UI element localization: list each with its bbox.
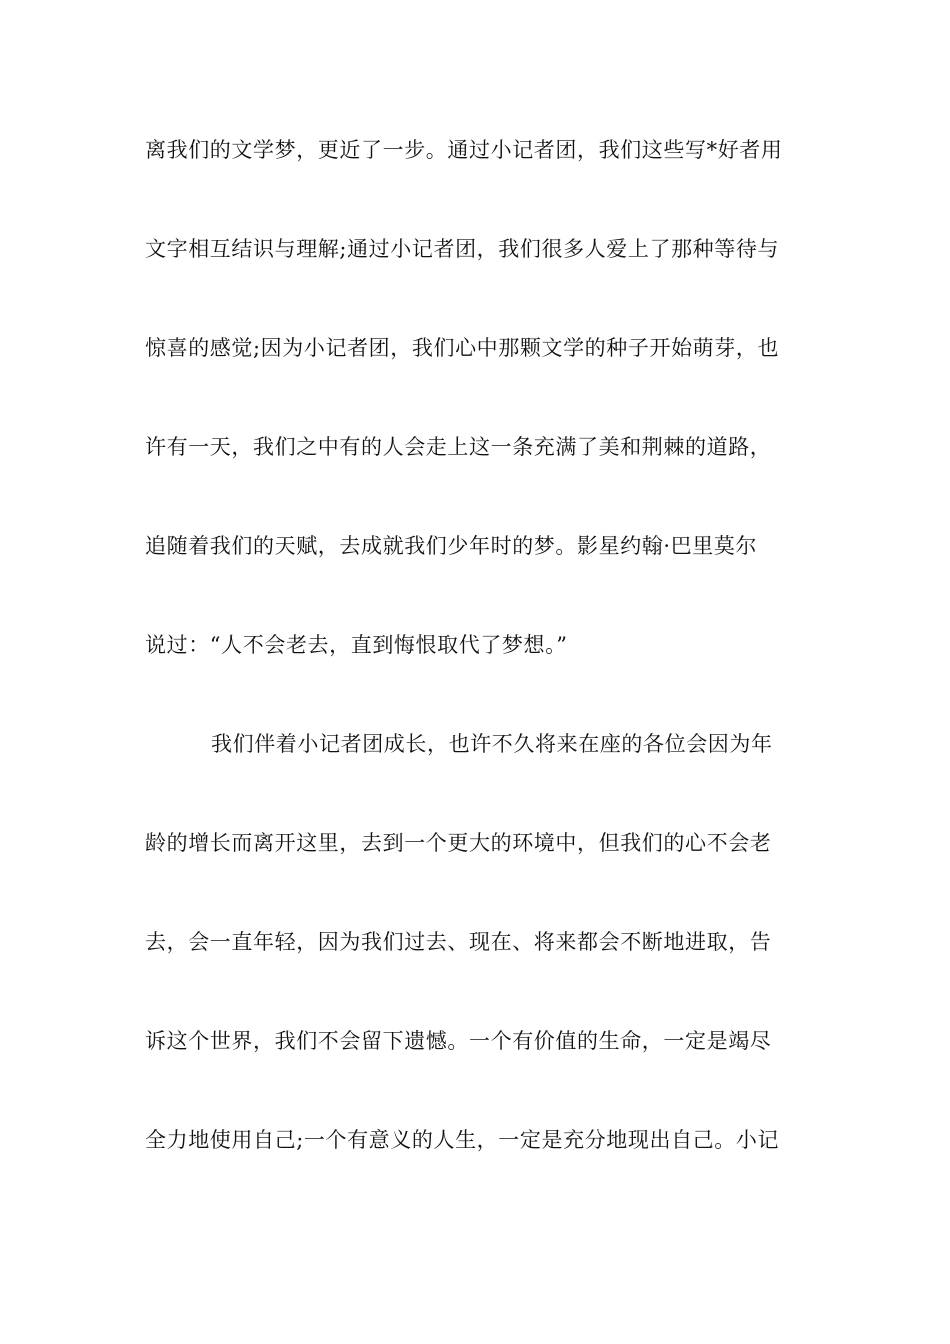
paragraph-start-line: 我们伴着小记者团成长，也许不久将来在座的各位会因为年	[211, 732, 773, 756]
text-line: 全力地使用自己;一个有意义的人生，一定是充分地现出自己。小记	[145, 1128, 780, 1152]
text-line: 龄的增长而离开这里，去到一个更大的环境中，但我们的心不会老	[145, 831, 772, 855]
text-line: 去，会一直年轻，因为我们过去、现在、将来都会不断地进取，告	[145, 930, 772, 954]
text-line: 诉这个世界，我们不会留下遗憾。一个有价值的生命，一定是竭尽	[145, 1029, 772, 1053]
body-text	[145, 130, 810, 1219]
text-line: 追随着我们的天赋，去成就我们少年时的梦。影星约翰·巴里莫尔	[145, 534, 758, 558]
text-line: 说过：“人不会老去，直到悔恨取代了梦想。”	[145, 633, 568, 657]
text-line: 许有一天，我们之中有的人会走上这一条充满了美和荆棘的道路，	[145, 435, 772, 459]
text-line: 文字相互结识与理解;通过小记者团，我们很多人爱上了那种等待与	[145, 237, 780, 261]
text-line: 离我们的文学梦，更近了一步。通过小记者团，我们这些写*好者用	[145, 138, 783, 162]
text-line: 惊喜的感觉;因为小记者团，我们心中那颗文学的种子开始萌芽，也	[145, 336, 780, 360]
